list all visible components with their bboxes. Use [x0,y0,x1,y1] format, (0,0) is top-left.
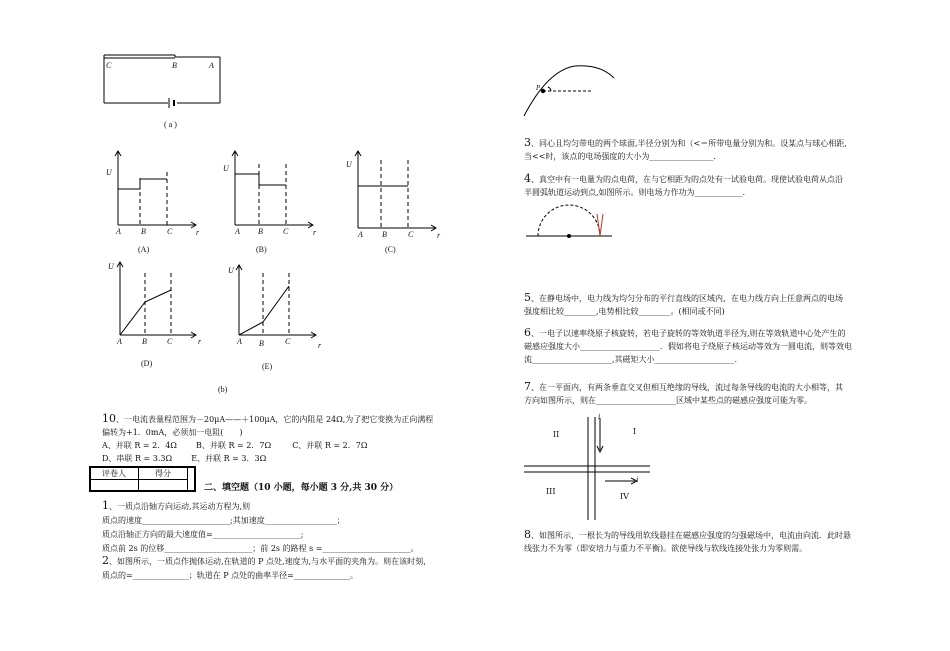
question-6-number: 6 [524,326,531,339]
graph-c-caption: (C) [385,245,396,254]
question-2-line2: 质点的=______________；轨道在 P 点处的曲率半径=______________。 [102,571,358,580]
graph-b-label-c: C [283,227,289,236]
region-2-label: II [553,430,560,439]
graph-d-label-c: C [167,337,173,346]
graph-b-label-b: B [258,227,263,236]
graph-d-label-b: B [142,337,147,346]
graph-e-label-c: C [285,337,291,346]
question-5-number: 5 [524,291,531,304]
graph-d-label-a: A [117,337,122,346]
question-4-number: 4 [524,172,531,185]
graph-a-u-label: U [106,168,112,177]
question-4-line2: 半圆弧轨道运动到点,如图所示。则电场力作功为____________. [524,188,746,197]
graph-c-label-b: B [382,230,387,239]
circuit-label-b: B [172,61,177,70]
question-8 [524,528,851,555]
question-10-option-e: E、并联 R = 3．3Ω [191,454,267,463]
question-8-line1: 、如图所示，一根长为的导线用软线悬挂在磁感应强度的匀强磁场中，电流由向流．此时悬 [531,531,851,540]
question-1-line3: 质点沿轴正方向的最大速度值=______________________; [102,530,304,539]
question-8-line2: 线张力不为零（即安培力与重力不平衡)。欲使导线与软线连接处张力为零则需。 [524,544,808,553]
graph-e-caption: (E) [262,362,273,371]
graph-c-label-a: A [358,230,363,239]
region-1-label: I [633,427,637,436]
graph-e-label-a: A [237,337,242,346]
graphs-group-caption: (b) [218,385,228,394]
question-10-line2: 偏转为+1．0mA，必须加一电阻( ) [102,428,243,437]
question-2-line1: 、如图所示，一质点作抛体运动,在轨道的 P 点处,速度为,与水平面的夹角为。则在该时刻， [109,557,432,566]
question-10-option-b: B、并联 R = 2．7Ω [196,441,272,450]
graph-c-u-label: U [346,160,352,169]
question-1-line1: 、一质点沿轴方向运动,其运动方程为,则 [109,502,251,511]
question-5-line1: 、在静电场中，电力线为均匀分布的平行直线的区域内，在电力线方向上任意两点的电场 [531,294,843,303]
region-4-label: IV [620,492,629,501]
region-3-label: III [546,487,556,496]
graph-b-caption: (B) [256,245,267,254]
graph-d-u-label: U [108,262,114,271]
circuit-caption: ( a ) [164,120,177,129]
graph-e-label-b: B [259,339,264,348]
question-1-number: 1 [102,499,109,512]
question-3-line1: 、同心且均匀带电的两个球面,半径分别为和（<＝所带电量分别为和。设某点与球心相距, [531,139,847,148]
question-6-line3: 流____________________,其磁矩大小____________________. [524,355,738,364]
graph-a-label-a: A [116,227,121,236]
question-10-line1: 、一电流表量程范围为－20μA——＋100μA，它的内阻是 24Ω,为了把它变换为正向满程 [116,415,434,424]
graph-d-r-label: r [198,337,202,346]
question-1-line2: 质点的速度______________________;其加速度__________________； [102,516,345,525]
question-2-number: 2 [102,554,109,567]
section-2-title: 二、填空题（10 小题，每小题 3 分,共 30 分） [204,483,399,493]
graph-a-label-c: C [167,227,173,236]
question-10-option-d: D、串联 R = 3.3Ω [102,454,173,463]
graph-e-u-label: U [228,266,234,275]
question-7-line2: 方向如图所示，则在____________________区域中某些点的磁感应强度可能为零。 [524,396,812,405]
question-8-number: 8 [524,528,531,541]
grading-score-header: 得分 [139,468,188,480]
question-10-option-a: A、并联 R = 2．4Ω [102,441,177,450]
question-10-number: 10 [102,412,116,425]
circuit-label-c: C [106,61,112,70]
grading-reviewer-header: 评卷人 [90,468,139,480]
question-7-line1: 、在一平面内，有两条垂直交叉但相互绝缘的导线，流过每条导线的电流的大小相等，其 [531,383,843,392]
question-6-line1: 、一电子以速率绕原子核旋转，若电子旋转的等效轨道半径为,则在等效轨道中心处产生的 [531,329,846,338]
question-3-number: 3 [524,136,531,149]
question-6-line2: 磁感应强度大小____________________．假如将电子绕原子核运动等效为一圆电流，则等效电 [524,342,852,351]
current-vertical-label: i [598,412,601,421]
question-3-line2: 当<<时，该点的电场强度的大小为________________. [524,152,716,161]
circuit-label-a: A [209,61,214,70]
graph-a-label-b: B [141,227,146,236]
current-horizontal-label: i [636,475,639,484]
graph-b-label-a: A [235,227,240,236]
graph-a-r-label: r [196,228,200,237]
graph-c-label-c: C [408,230,414,239]
graph-b-u-label: U [223,164,229,173]
graph-d-caption: (D) [141,359,153,368]
graph-a-caption: (A) [138,245,150,254]
question-4-line1: 、真空中有一电量为的点电荷，在与它相距为的点处有一试验电荷。现使试验电荷从点沿 [531,175,843,184]
question-1-line4: 质点前 2s 的位移______________________；前 2s 的路程 s =______________________。 [102,544,419,553]
question-5-line2: 强度相比较________,电势相比较________。(相同或不同) [524,307,725,316]
question-7-number: 7 [524,380,531,393]
projectile-point-label: P [536,84,541,92]
graph-c-r-label: r [437,231,441,240]
question-10-option-c: C、并联 R = 2．7Ω [292,441,368,450]
graph-b-r-label: r [313,228,317,237]
graph-e-r-label: r [318,341,322,350]
